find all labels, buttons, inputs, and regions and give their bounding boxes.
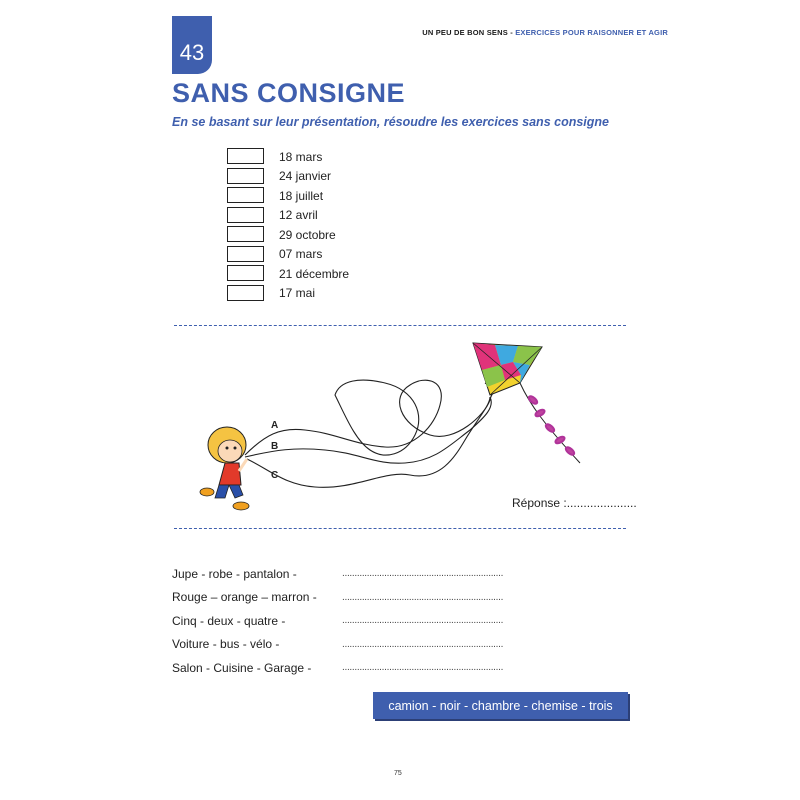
- tangled-strings: [245, 380, 496, 487]
- date-label: 17 mai: [279, 286, 316, 301]
- answer-box[interactable]: [227, 168, 264, 184]
- boy-icon: [200, 427, 249, 510]
- answer-blank[interactable]: .................................................................: [342, 568, 504, 580]
- date-label: 18 mars: [279, 149, 323, 164]
- kite-icon: [473, 343, 542, 395]
- answer-blank[interactable]: .................................................................: [342, 615, 504, 627]
- path-label-a: A: [271, 420, 279, 431]
- date-row: [227, 264, 349, 284]
- date-label: 29 octobre: [279, 227, 336, 242]
- answer-box[interactable]: [227, 187, 264, 203]
- date-label: 24 janvier: [279, 169, 332, 184]
- date-row: [227, 147, 349, 167]
- word-series: Rouge – orange – marron -: [172, 590, 317, 605]
- date-row: [227, 186, 349, 206]
- kite-tail: [520, 383, 580, 463]
- path-label-c: C: [271, 470, 279, 481]
- exercise-row: [172, 656, 503, 680]
- date-ordering-exercise: [227, 147, 349, 303]
- answer-blank[interactable]: .................................................................: [342, 638, 504, 650]
- date-row: [227, 206, 349, 226]
- kite-maze-illustration: [185, 335, 605, 515]
- answer-blank[interactable]: .................................................................: [342, 591, 504, 603]
- book-subtitle: EXERCICES POUR RAISONNER ET AGIR: [515, 28, 668, 37]
- page-title: SANS CONSIGNE: [172, 78, 406, 108]
- exercise-number-badge: [172, 16, 212, 74]
- date-row: [227, 167, 349, 187]
- word-series: Cinq - deux - quatre -: [172, 613, 286, 628]
- reponse-line[interactable]: Réponse :.....................: [512, 496, 637, 510]
- answer-box[interactable]: [227, 265, 264, 281]
- word-category-exercise: [172, 562, 503, 680]
- answer-blank[interactable]: .................................................................: [342, 662, 504, 674]
- section-divider: [174, 325, 626, 326]
- date-label: 21 décembre: [279, 266, 350, 281]
- book-title: UN PEU DE BON SENS -: [422, 28, 516, 37]
- exercise-row: [172, 562, 503, 586]
- date-row: [227, 284, 349, 304]
- answer-box[interactable]: [227, 207, 264, 223]
- word-series: Jupe - robe - pantalon -: [172, 566, 297, 581]
- exercise-number: 43: [179, 40, 205, 65]
- date-label: 18 juillet: [279, 188, 324, 203]
- word-bank-text: camion - noir - chambre - chemise - trois: [388, 698, 613, 713]
- date-row: [227, 245, 349, 265]
- answer-box[interactable]: [227, 148, 264, 164]
- exercise-row: [172, 633, 503, 657]
- exercise-row: [172, 586, 503, 610]
- running-header: [422, 28, 668, 37]
- section-divider: [174, 528, 626, 529]
- word-bank: [373, 692, 628, 719]
- answer-box[interactable]: [227, 285, 264, 301]
- answer-box[interactable]: [227, 246, 264, 262]
- exercise-row: [172, 609, 503, 633]
- answer-box[interactable]: [227, 226, 264, 242]
- date-label: 07 mars: [279, 247, 323, 262]
- word-series: Voiture - bus - vélo -: [172, 637, 280, 652]
- page-number: 75: [394, 770, 402, 777]
- word-series: Salon - Cuisine - Garage -: [172, 660, 312, 675]
- page-subtitle: En se basant sur leur présentation, résoudre les exercices sans consigne: [172, 115, 609, 129]
- date-label: 12 avril: [279, 208, 318, 223]
- date-row: [227, 225, 349, 245]
- path-label-b: B: [271, 441, 279, 452]
